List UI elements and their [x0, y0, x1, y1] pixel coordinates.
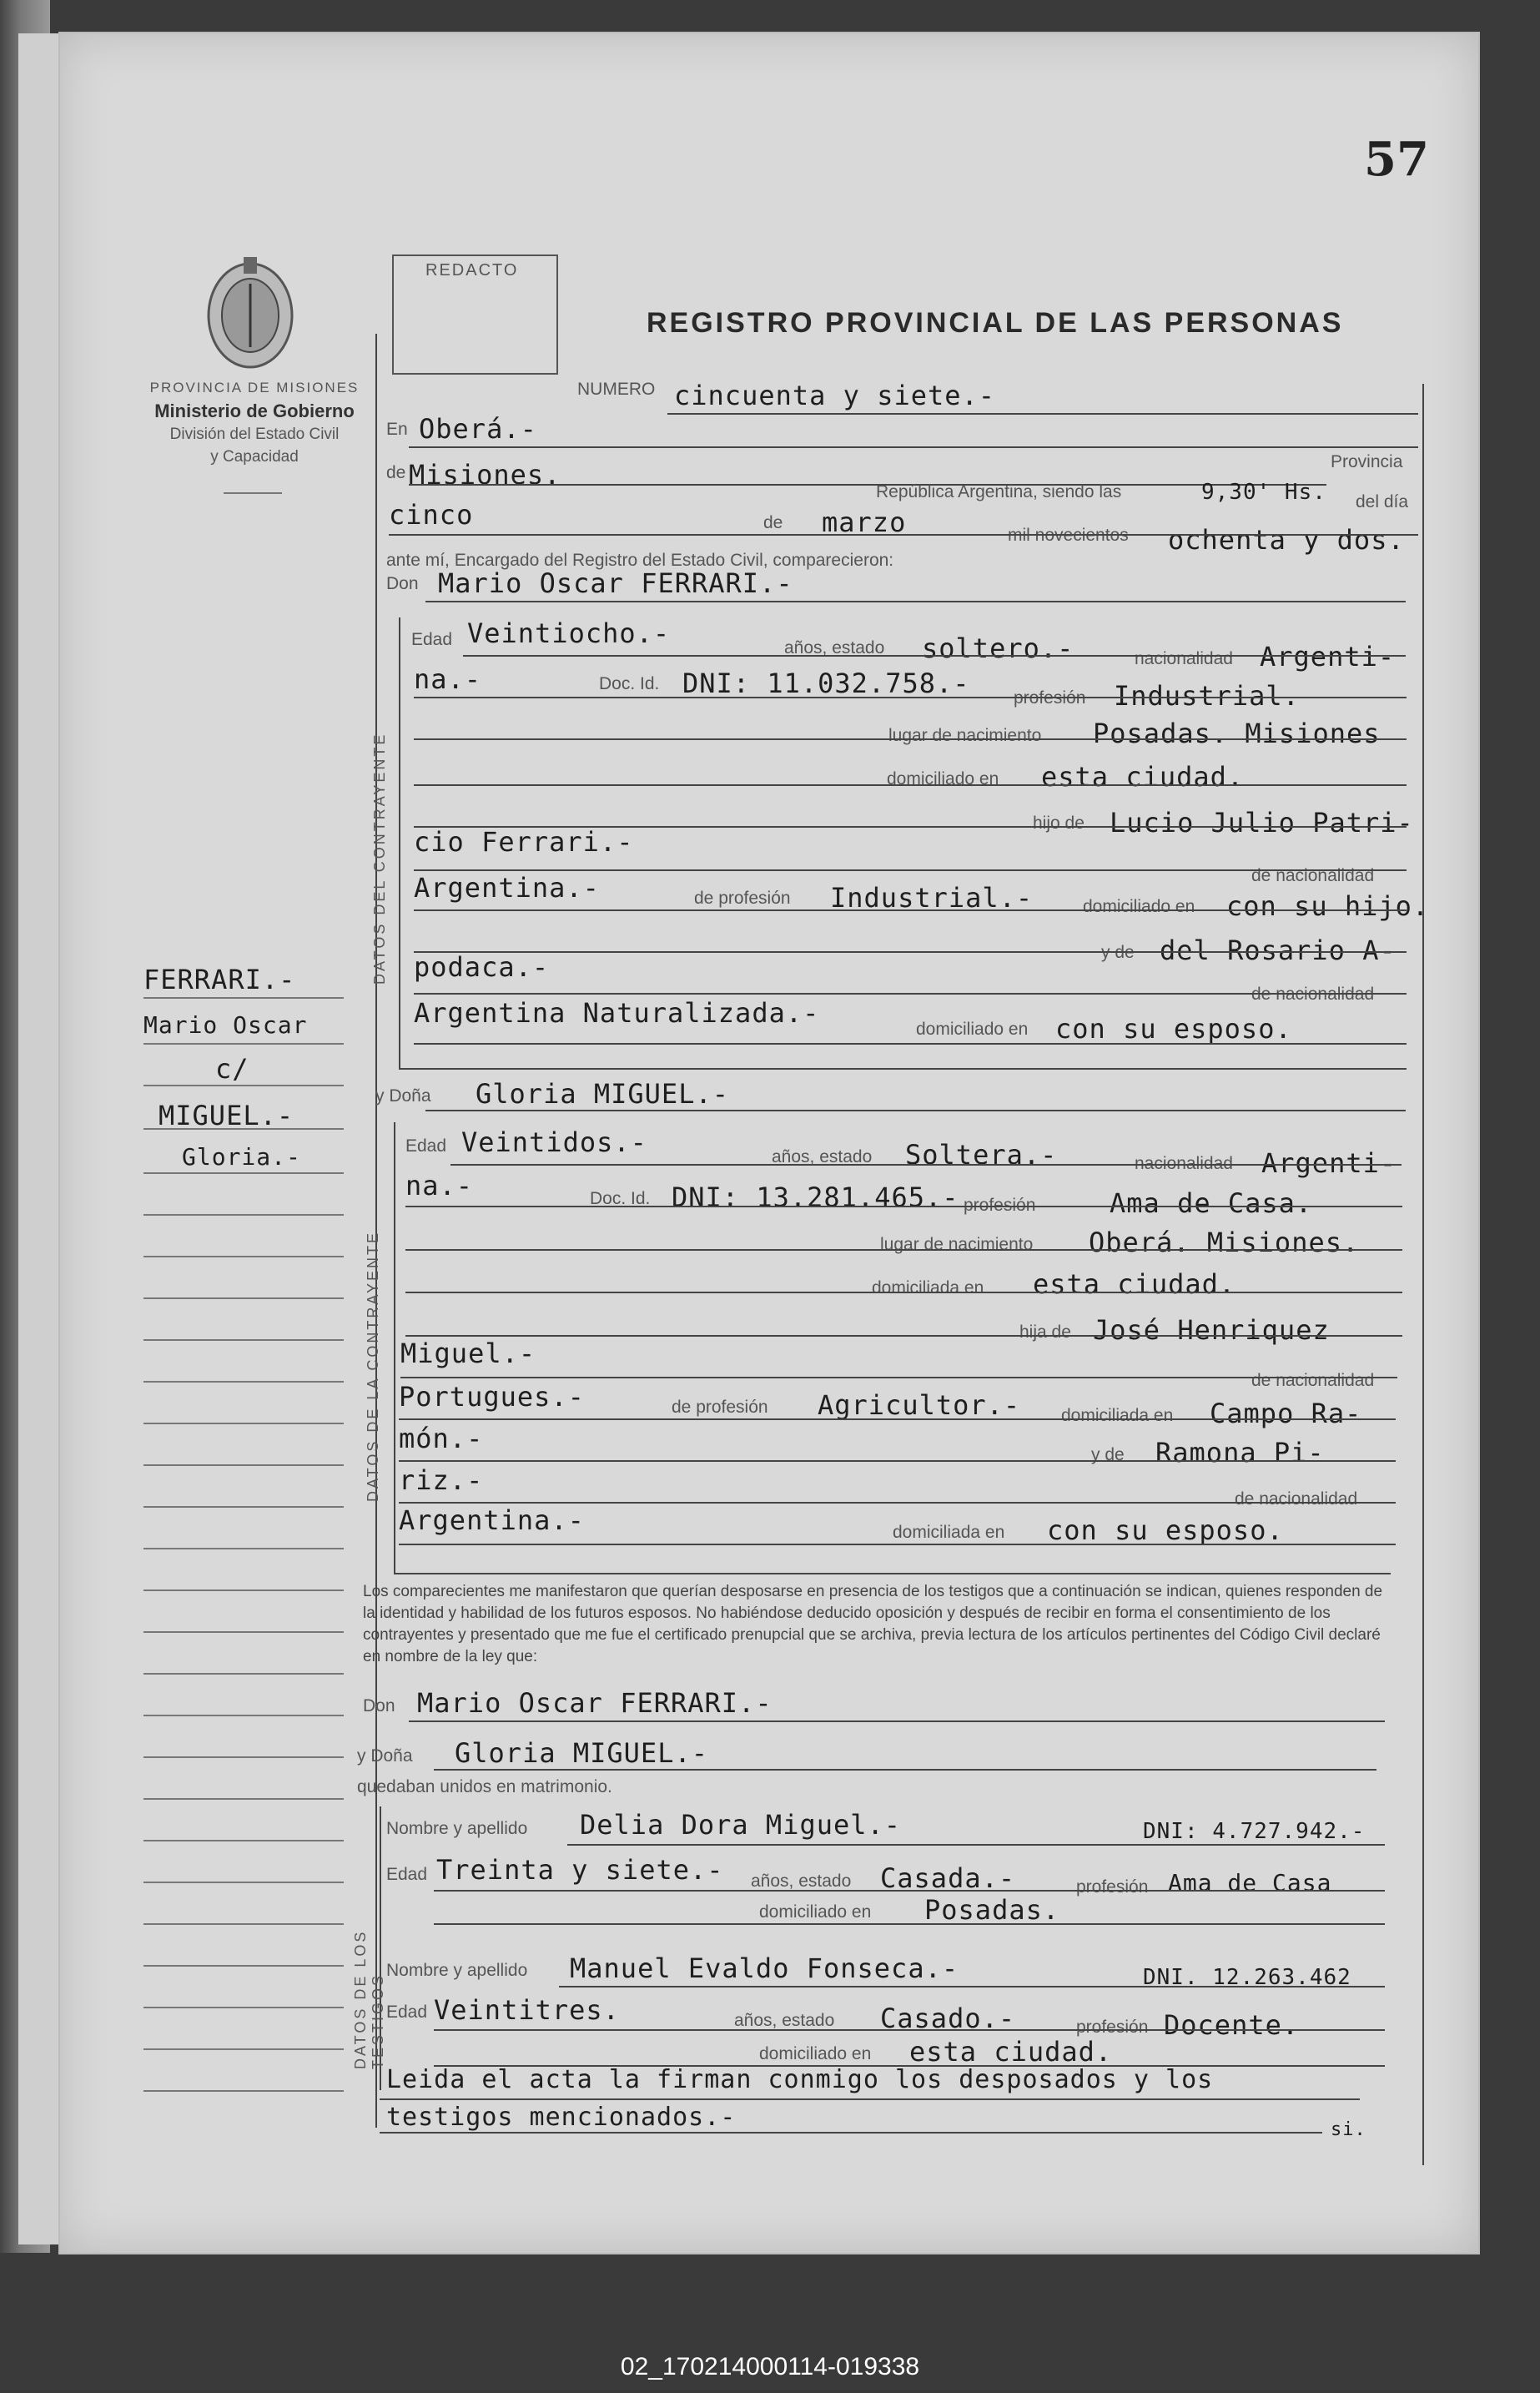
w1-doc: DNI: 4.727.942.-: [1143, 1819, 1366, 1844]
margin-line: [143, 1589, 344, 1591]
profesion-label4: profesión: [1076, 2018, 1149, 2037]
groom-age: Veintiocho.-: [467, 617, 671, 649]
dom-label: domiciliado en: [1083, 897, 1195, 916]
rule: [399, 1460, 1396, 1462]
groom-box-bottom: [399, 1068, 1407, 1070]
groom-name: Mario Oscar FERRARI.-: [438, 567, 793, 599]
bride-nac-cont: na.-: [405, 1170, 474, 1202]
rule: [559, 1986, 1385, 1987]
org-underline: [224, 492, 282, 494]
rule: [414, 869, 1407, 871]
numero-label: NUMERO: [577, 380, 656, 399]
rule: [414, 951, 1407, 953]
groom-nac-cont: na.-: [414, 663, 482, 695]
redacto-label: REDACTO: [425, 261, 519, 280]
margin-line: [143, 1548, 344, 1549]
margin-line: [143, 1214, 344, 1216]
groom-birth: Posadas. Misiones: [1093, 718, 1381, 749]
domiciliada-label: domiciliada en: [872, 1278, 984, 1297]
de-label: de: [386, 463, 406, 482]
bride-father: José Henriquez: [1093, 1314, 1330, 1346]
rule: [405, 1292, 1402, 1293]
margin-line: [143, 1840, 344, 1841]
w2-dom: esta ciudad.: [909, 2036, 1113, 2068]
margin-note-name2: Gloria.-: [182, 1143, 301, 1171]
margin-line: [143, 1339, 344, 1341]
province-value: Misiones.: [409, 459, 561, 491]
y-dona-label: y Doña: [375, 1086, 431, 1106]
dom-label4: domiciliado en: [759, 2044, 872, 2063]
hija-label: hija de: [1019, 1322, 1071, 1342]
bride-nac: Argenti-: [1261, 1147, 1397, 1179]
doc-label2: Doc. Id.: [590, 1189, 651, 1208]
previous-page-edge: [18, 33, 62, 2244]
bride-father-dom: Campo Ra-: [1210, 1398, 1362, 1429]
dom-label3: domiciliado en: [759, 1902, 872, 1922]
groom-doc: DNI: 11.032.758.-: [682, 668, 970, 699]
de-prof-label2: de profesión: [672, 1398, 768, 1417]
groom-mother: del Rosario A-: [1160, 935, 1397, 966]
de-nac-label4: de nacionalidad: [1235, 1489, 1358, 1509]
rule: [414, 1043, 1407, 1045]
de-mes-label: de: [763, 513, 783, 532]
estado-label3: años, estado: [751, 1872, 852, 1891]
rule: [667, 413, 1418, 415]
de-nac-label: de nacionalidad: [1251, 866, 1375, 885]
margin-line: [143, 2048, 344, 2050]
rule: [399, 1544, 1396, 1545]
numero-value: cincuenta y siete.-: [674, 380, 996, 411]
mil-label: mil novecientos: [1008, 526, 1129, 545]
w2-name: Manuel Evaldo Fonseca.-: [570, 1952, 959, 1984]
profesion-label: profesión: [1014, 688, 1086, 708]
w1-prof: Ama de Casa: [1168, 1869, 1332, 1897]
w1-name: Delia Dora Miguel.-: [580, 1809, 902, 1841]
decl-don-label: Don: [363, 1696, 395, 1715]
domiciliado-label: domiciliado en: [887, 769, 999, 788]
rule: [399, 1502, 1396, 1504]
bride-box-bottom: [394, 1573, 1391, 1574]
bride-prof: Ama de Casa.: [1110, 1187, 1313, 1219]
bride-mother-dom: con su esposo.: [1047, 1514, 1284, 1546]
edad-label4: Edad: [386, 2003, 428, 2022]
org-ministry: Ministerio de Gobierno: [154, 401, 355, 421]
w2-doc: DNI. 12.263.462: [1143, 1965, 1351, 1990]
en-value: Oberá.-: [419, 413, 537, 445]
margin-note-con: c/: [215, 1053, 249, 1085]
groom-father-nac: Argentina.-: [414, 872, 600, 904]
groom-father: Lucio Julio Patri-: [1110, 807, 1414, 839]
rule: [567, 1844, 1385, 1846]
nac-label: nacionalidad: [1135, 649, 1233, 668]
bride-mother-nac: Argentina.-: [399, 1504, 585, 1536]
de-nac-label2: de nacionalidad: [1251, 985, 1375, 1004]
w2-estado: Casado.-: [880, 2003, 1016, 2034]
nac-label2: nacionalidad: [1135, 1154, 1233, 1173]
rule: [380, 2132, 1322, 2134]
edad-label3: Edad: [386, 1865, 428, 1884]
rule: [405, 1206, 1402, 1207]
groom-dom: esta ciudad.: [1041, 761, 1245, 793]
image-caption: 02_170214000114-019338: [620, 2353, 920, 2380]
bride-box-left: [394, 1122, 395, 1573]
groom-father-prof: Industrial.-: [830, 882, 1034, 914]
rule: [414, 697, 1407, 698]
domiciliada-label2: domiciliada en: [1061, 1406, 1174, 1425]
w2-age: Veintitres.: [434, 1994, 620, 2026]
bride-age: Veintidos.-: [461, 1126, 647, 1158]
rule: [409, 1720, 1385, 1722]
groom-estado: soltero.-: [922, 632, 1074, 664]
edad-label: Edad: [411, 630, 453, 649]
closing-line-1: Leida el acta la firman conmigo los desposados y los: [386, 2065, 1214, 2094]
bride-name: Gloria MIGUEL.-: [476, 1078, 729, 1110]
margin-line: [143, 1297, 344, 1299]
document-title: REGISTRO PROVINCIAL DE LAS PERSONAS: [647, 307, 1344, 339]
closing-line-2: testigos mencionados.-: [386, 2103, 737, 2132]
doc-label: Doc. Id.: [599, 674, 660, 693]
org-division: División del Estado Civil: [169, 426, 340, 443]
rule: [400, 1377, 1397, 1378]
rule: [414, 784, 1407, 786]
rule: [389, 534, 1418, 536]
hora-value: 9,30' Hs.: [1201, 480, 1326, 505]
decl-groom: Mario Oscar FERRARI.-: [417, 1687, 773, 1719]
profesion-label2: profesión: [964, 1196, 1036, 1215]
rule: [409, 484, 1326, 486]
profesion-label3: profesión: [1076, 1877, 1149, 1897]
nombre-label: Nombre y apellido: [386, 1819, 528, 1838]
witness-side-label: DATOS DE LOS TESTIGOS: [352, 1929, 386, 2069]
rule: [434, 1769, 1376, 1771]
margin-line: [143, 1631, 344, 1633]
right-border: [1422, 384, 1424, 2165]
margin-line: [143, 1756, 344, 1758]
groom-side-label: DATOS DEL CONTRAYENTE: [371, 732, 388, 985]
hijo-label: hijo de: [1033, 814, 1085, 833]
margin-note-surname2: MIGUEL.-: [159, 1100, 294, 1131]
estado-label4: años, estado: [734, 2011, 835, 2030]
rule: [425, 601, 1406, 602]
rule: [409, 446, 1418, 448]
bride-estado: Soltera.-: [905, 1139, 1058, 1171]
margin-line: [143, 1381, 344, 1383]
margin-line: [143, 1172, 344, 1174]
w2-prof: Docente.: [1164, 2009, 1300, 2041]
rule: [414, 909, 1407, 911]
margin-note-surname: FERRARI.-: [143, 964, 296, 995]
rule: [434, 1923, 1385, 1925]
lugar-label: lugar de nacimiento: [888, 726, 1042, 745]
republica-label: República Argentina, siendo las: [876, 482, 1122, 501]
margin-line: [143, 2007, 344, 2008]
declaration-paragraph: Los comparecientes me manifestaron que querían desposarse en presencia de los testigos que a continuación se indican, quienes responden de la identidad y habilidad de los futuros esposos. No habiéndose deducido oposición y después de recibir en forma el consentimiento de los contrayentes y presentado que me fue el certificado prenupcial que se archiva, previa lectura de los artículos pertinentes del Código Civil declaré en nombre de la ley que:: [363, 1583, 1383, 1665]
margin-note-name: Mario Oscar: [143, 1011, 308, 1039]
margin-line: [143, 1673, 344, 1675]
closing-si: si.: [1331, 2119, 1366, 2140]
margin-line: [143, 1043, 344, 1045]
margin-line: [143, 997, 344, 999]
page-number: 57: [1364, 132, 1429, 187]
rule: [405, 1249, 1402, 1251]
coat-of-arms-icon: [200, 250, 300, 375]
bride-mother: Ramona Pi-: [1155, 1437, 1325, 1469]
margin-line: [143, 1798, 344, 1800]
bride-father-cont: Miguel.-: [400, 1338, 536, 1369]
mes-value: marzo: [822, 506, 907, 538]
groom-father-cont: cio Ferrari.-: [414, 826, 634, 858]
en-label: En: [386, 420, 408, 439]
groom-mother-nac: Argentina Naturalizada.-: [414, 997, 820, 1029]
margin-line: [143, 1256, 344, 1257]
margin-line: [143, 1715, 344, 1716]
rule: [450, 1164, 1402, 1166]
groom-mother-dom: con su esposo.: [1055, 1013, 1292, 1045]
bride-father-prof: Agricultor.-: [818, 1389, 1021, 1421]
edad-label2: Edad: [405, 1136, 447, 1156]
bride-mother-cont: riz.-: [399, 1464, 484, 1496]
rule: [425, 1110, 1406, 1111]
margin-line: [143, 1923, 344, 1925]
margin-line: [143, 1506, 344, 1508]
y-de-label: y de: [1101, 943, 1135, 962]
bride-doc: DNI: 13.281.465.-: [672, 1181, 959, 1213]
bride-dom: esta ciudad.: [1033, 1268, 1236, 1300]
margin-line: [143, 1128, 344, 1130]
anos-label2: años, estado: [772, 1147, 873, 1166]
rule: [380, 2098, 1360, 2100]
rule: [399, 1418, 1396, 1420]
provincia-label: Provincia: [1331, 452, 1403, 471]
margin-line: [143, 1085, 344, 1086]
lugar-label2: lugar de nacimiento: [880, 1235, 1034, 1254]
groom-nac: Argenti-: [1260, 641, 1396, 673]
anio-value: ochenta y dos.: [1168, 524, 1405, 556]
w1-dom: Posadas.: [924, 1894, 1060, 1926]
margin-line: [143, 2090, 344, 2092]
de-prof-label: de profesión: [694, 889, 791, 908]
don-label: Don: [386, 574, 419, 593]
decl-dona-label: y Doña: [357, 1746, 413, 1766]
quedaban-label: quedaban unidos en matrimonio.: [357, 1777, 612, 1796]
groom-prof: Industrial.: [1114, 680, 1300, 712]
w1-age: Treinta y siete.-: [436, 1854, 724, 1886]
margin-line: [143, 1464, 344, 1466]
ante-label: ante mí, Encargado del Registro del Estado Civil, comparecieron:: [386, 551, 894, 570]
rule: [434, 1890, 1385, 1892]
rule: [434, 2029, 1385, 2031]
dia-value: cinco: [389, 499, 474, 531]
margin-line: [143, 1882, 344, 1883]
anos-label: años, estado: [784, 638, 885, 657]
y-de-label2: y de: [1091, 1445, 1125, 1464]
w1-estado: Casada.-: [880, 1862, 1016, 1894]
org-province: PROVINCIA DE MISIONES: [149, 380, 360, 395]
bride-side-label: DATOS DE LA CONTRAYENTE: [365, 1230, 381, 1502]
groom-mother-cont: podaca.-: [414, 951, 550, 983]
bride-father-nac: Portugues.-: [399, 1381, 585, 1413]
groom-father-dom: con su hijo.: [1226, 890, 1430, 922]
de-nac-label3: de nacionalidad: [1251, 1371, 1375, 1390]
groom-box-left: [399, 617, 400, 1068]
rule: [414, 993, 1407, 995]
bride-father-dom-cont: món.-: [399, 1423, 484, 1454]
nombre-label2: Nombre y apellido: [386, 1961, 528, 1980]
rule: [414, 738, 1407, 740]
org-capacity: y Capacidad: [210, 448, 299, 466]
margin-line: [143, 1423, 344, 1424]
domiciliada-label3: domiciliada en: [893, 1523, 1005, 1542]
del-dia-label: del día: [1356, 492, 1409, 511]
bride-birth: Oberá. Misiones.: [1089, 1227, 1360, 1258]
decl-bride: Gloria MIGUEL.-: [455, 1737, 708, 1769]
rule: [463, 655, 1406, 657]
margin-line: [143, 1965, 344, 1967]
dom-label2: domiciliado en: [916, 1020, 1029, 1039]
rule: [405, 1335, 1402, 1337]
